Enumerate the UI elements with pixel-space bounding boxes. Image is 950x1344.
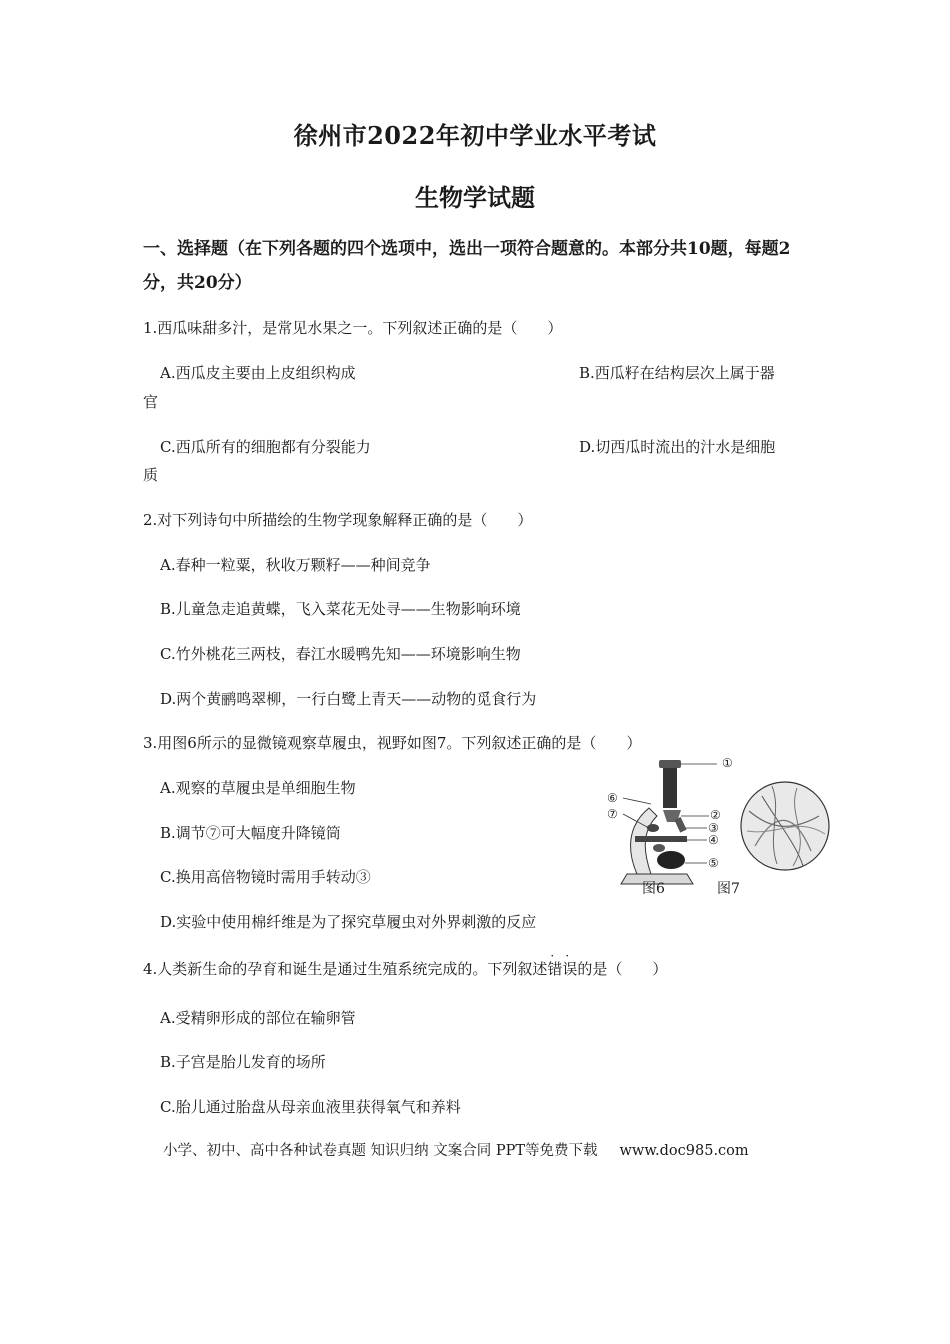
- figure-label-4: ④: [708, 833, 719, 847]
- microscope-figure: [597, 756, 842, 896]
- question-4-option-b: B.子宫是胎儿发育的场所: [160, 1053, 326, 1071]
- question-1-option-c: C.西瓜所有的细胞都有分裂能力: [160, 438, 371, 456]
- question-4-stem: [143, 949, 668, 979]
- emphasis-dot: ·: [550, 949, 555, 963]
- microscope-illustration: [597, 756, 842, 896]
- question-1-option-d: D.切西瓜时流出的汁水是细胞: [579, 438, 776, 456]
- question-1-stem: 1.西瓜味甜多汁，是常见水果之一。下列叙述正确的是（ ）: [143, 319, 563, 337]
- question-1-option-a: A.西瓜皮主要由上皮组织构成: [160, 364, 356, 382]
- exam-title: 徐州市2022年初中学业水平考试: [293, 121, 657, 150]
- question-1-option-b-wrap: 官: [143, 393, 159, 411]
- figure-7-caption: 图7: [717, 881, 740, 897]
- question-1-option-b: B.西瓜籽在结构层次上属于器: [579, 364, 775, 382]
- question-3-option-b: B.调节⑦可大幅度升降镜筒: [160, 824, 341, 842]
- question-4-option-c: C.胎儿通过胎盘从母亲血液里获得氧气和养料: [160, 1098, 461, 1116]
- question-3-option-c: C.换用高倍物镜时需用手转动③: [160, 868, 371, 886]
- page-footer: [163, 1139, 749, 1160]
- question-2-option-c: C.竹外桃花三两枝，春江水暖鸭先知——环境影响生物: [160, 645, 521, 663]
- question-2-option-d: D.两个黄鹂鸣翠柳，一行白鹭上青天——动物的觅食行为: [160, 690, 537, 708]
- figure-6-caption: 图6: [642, 881, 665, 897]
- question-4-stem-pre: 4.人类新生命的孕育和诞生是通过生殖系统完成的。下列叙述: [143, 960, 548, 978]
- question-2-option-b: B.儿童急走追黄蝶，飞入菜花无处寻——生物影响环境: [160, 600, 521, 618]
- question-2-option-a: A.春种一粒粟，秋收万颗籽——种间竞争: [160, 556, 431, 574]
- question-3-option-a: A.观察的草履虫是单细胞生物: [160, 779, 356, 797]
- figure-label-6: ⑥: [607, 791, 618, 805]
- figure-label-7: ⑦: [607, 807, 618, 821]
- exam-subtitle: 生物学试题: [415, 183, 535, 212]
- figure-label-3: ③: [708, 821, 719, 835]
- question-3-option-d: D.实验中使用棉纤维是为了探究草履虫对外界刺激的反应: [160, 913, 537, 931]
- question-4-option-a: A.受精卵形成的部位在输卵管: [160, 1009, 356, 1027]
- footer-text: 小学、初中、高中各种试卷真题 知识归纳 文案合同 PPT等免费下载: [163, 1143, 598, 1159]
- section-heading: 一、选择题（在下列各题的四个选项中，选出一项符合题意的。本部分共10题，每题2分，共20分）: [143, 239, 791, 293]
- footer-url: www.doc985.com: [619, 1143, 749, 1159]
- emphasis-dot: ·: [565, 949, 570, 963]
- question-3-stem: 3.用图6所示的显微镜观察草履虫，视野如图7。下列叙述正确的是（ ）: [143, 734, 642, 752]
- question-4-stem-post: 的是（ ）: [577, 960, 668, 978]
- figure-label-1: ①: [722, 756, 733, 770]
- question-4-stem-emphasis: [547, 949, 578, 978]
- figure-label-5: ⑤: [708, 856, 719, 870]
- question-2-stem: 2.对下列诗句中所描绘的生物学现象解释正确的是（ ）: [143, 511, 533, 529]
- emphasis-text: 错误: [547, 960, 578, 978]
- figure-label-2: ②: [710, 808, 721, 822]
- question-1-option-d-wrap: 质: [143, 466, 159, 484]
